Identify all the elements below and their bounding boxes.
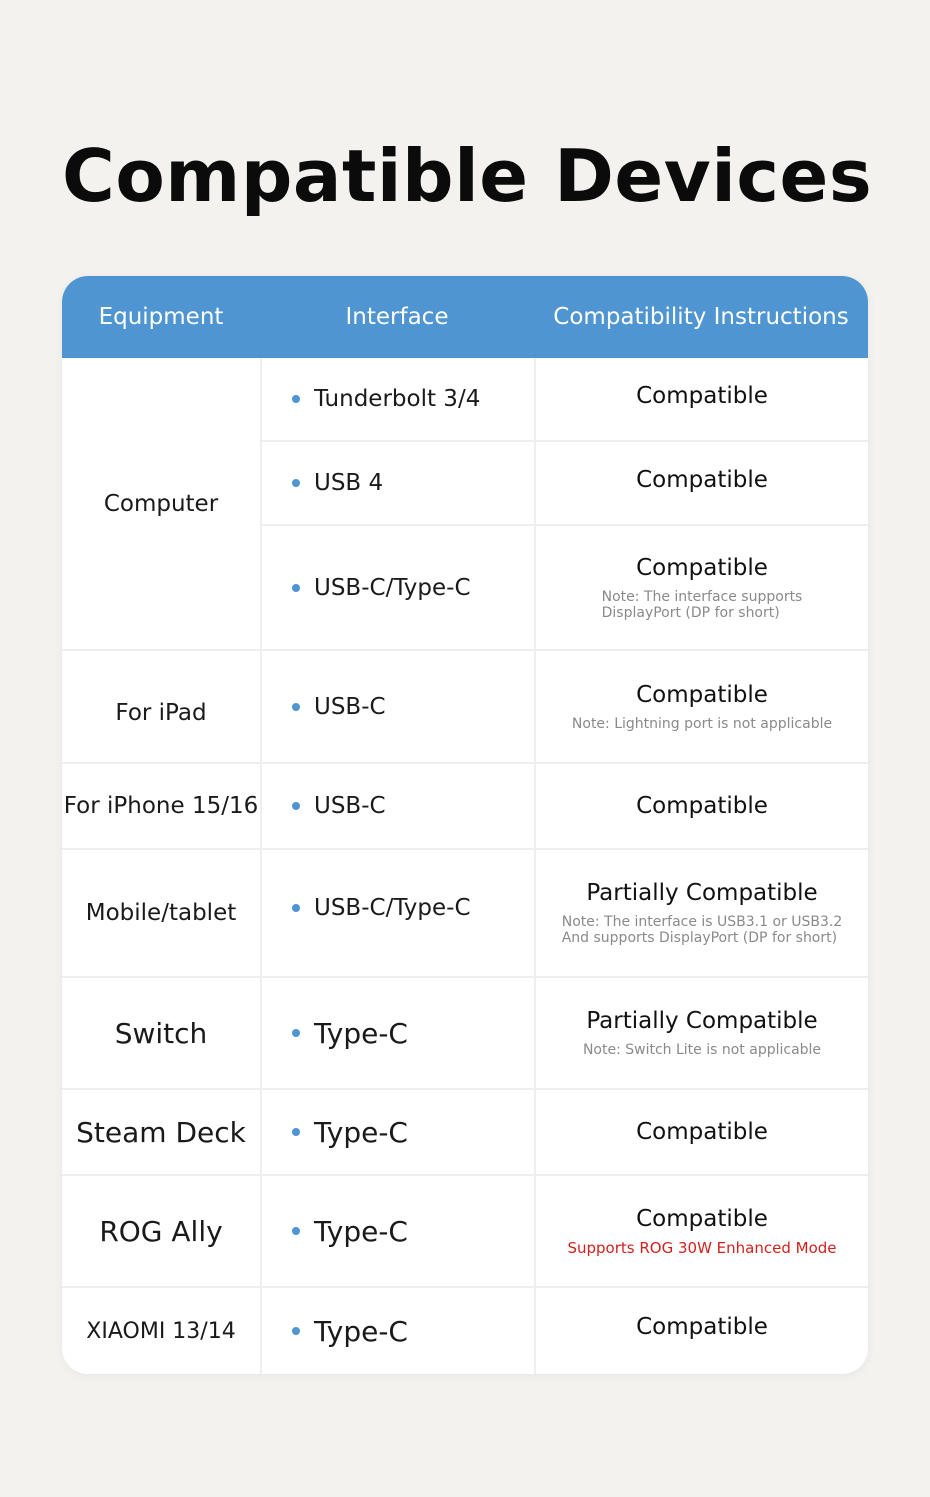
page-title: Compatible Devices bbox=[62, 134, 873, 218]
compatibility-status: Partially Compatible bbox=[586, 1008, 818, 1034]
interface-cell bbox=[260, 978, 534, 1090]
compatibility-note: Note: Lightning port is not applicable bbox=[571, 715, 833, 732]
compatibility-note: Note: The interface supports DisplayPort (DP for short) bbox=[601, 588, 803, 621]
interface-label: Type-C bbox=[314, 1016, 408, 1050]
bullet-icon bbox=[292, 584, 300, 592]
interface-cell bbox=[260, 442, 534, 526]
bullet-icon bbox=[292, 395, 300, 403]
equipment-switch: Switch bbox=[62, 978, 260, 1090]
equipment-steam-deck: Steam Deck bbox=[62, 1090, 260, 1176]
compatibility-cell bbox=[534, 1288, 868, 1374]
interface-label: USB-C/Type-C bbox=[314, 574, 471, 601]
compatibility-cell bbox=[534, 850, 868, 978]
compatibility-status: Compatible bbox=[636, 1314, 768, 1340]
bullet-icon bbox=[292, 1128, 300, 1136]
interface-cell bbox=[260, 1090, 534, 1176]
interface-cell bbox=[260, 1288, 534, 1374]
bullet-icon bbox=[292, 703, 300, 711]
header-interface: Interface bbox=[345, 304, 449, 330]
compatibility-cell bbox=[534, 978, 868, 1090]
interface-label: Tunderbolt 3/4 bbox=[314, 386, 481, 412]
interface-label: Type-C bbox=[314, 1115, 408, 1149]
equipment-xiaomi: XIAOMI 13/14 bbox=[86, 1318, 236, 1344]
interface-label: USB-C bbox=[314, 693, 386, 720]
table-header bbox=[62, 276, 868, 358]
equipment-computer: Computer bbox=[62, 358, 260, 651]
compatibility-cell bbox=[534, 651, 868, 764]
compatibility-status: Compatible bbox=[636, 467, 768, 493]
compatibility-cell bbox=[534, 358, 868, 442]
interface-label: Type-C bbox=[314, 1214, 408, 1248]
bullet-icon bbox=[292, 479, 300, 487]
compatibility-status: Partially Compatible bbox=[586, 880, 818, 906]
compatibility-status: Compatible bbox=[636, 1119, 768, 1145]
interface-cell bbox=[260, 1176, 534, 1288]
header-compatibility: Compatibility Instructions bbox=[553, 304, 849, 330]
interface-cell bbox=[260, 358, 534, 442]
compatibility-note: Supports ROG 30W Enhanced Mode bbox=[567, 1239, 837, 1257]
bullet-icon bbox=[292, 904, 300, 912]
compatibility-cell bbox=[534, 1176, 868, 1288]
interface-label: USB-C/Type-C bbox=[314, 895, 471, 921]
bullet-icon bbox=[292, 1327, 300, 1335]
interface-cell bbox=[260, 651, 534, 764]
compatibility-cell bbox=[534, 526, 868, 651]
compatibility-status: Compatible bbox=[636, 554, 768, 581]
bullet-icon bbox=[292, 802, 300, 810]
bullet-icon bbox=[292, 1029, 300, 1037]
compatibility-note: Note: The interface is USB3.1 or USB3.2 And supports DisplayPort (DP for short) bbox=[561, 914, 843, 946]
compatibility-table bbox=[62, 276, 868, 1374]
interface-label: USB-C bbox=[314, 793, 386, 819]
compatibility-status: Compatible bbox=[636, 793, 768, 819]
interface-cell bbox=[260, 526, 534, 651]
interface-label: Type-C bbox=[314, 1314, 408, 1348]
compatibility-status: Compatible bbox=[636, 383, 768, 409]
compatibility-status: Compatible bbox=[636, 1206, 768, 1232]
equipment-ipad: For iPad bbox=[62, 651, 260, 764]
interface-label: USB 4 bbox=[314, 470, 384, 496]
equipment-iphone: For iPhone 15/16 bbox=[62, 764, 260, 850]
compatibility-status: Compatible bbox=[636, 681, 768, 708]
equipment-mobile-tablet: Mobile/tablet bbox=[62, 850, 260, 978]
compatibility-cell bbox=[534, 442, 868, 526]
compatibility-cell bbox=[534, 1090, 868, 1176]
compatibility-cell bbox=[534, 764, 868, 850]
interface-cell bbox=[260, 764, 534, 850]
interface-cell bbox=[260, 850, 534, 978]
equipment-rog-ally: ROG Ally bbox=[62, 1176, 260, 1288]
header-equipment: Equipment bbox=[98, 304, 224, 330]
bullet-icon bbox=[292, 1227, 300, 1235]
compatibility-note: Note: Switch Lite is not applicable bbox=[582, 1042, 822, 1058]
